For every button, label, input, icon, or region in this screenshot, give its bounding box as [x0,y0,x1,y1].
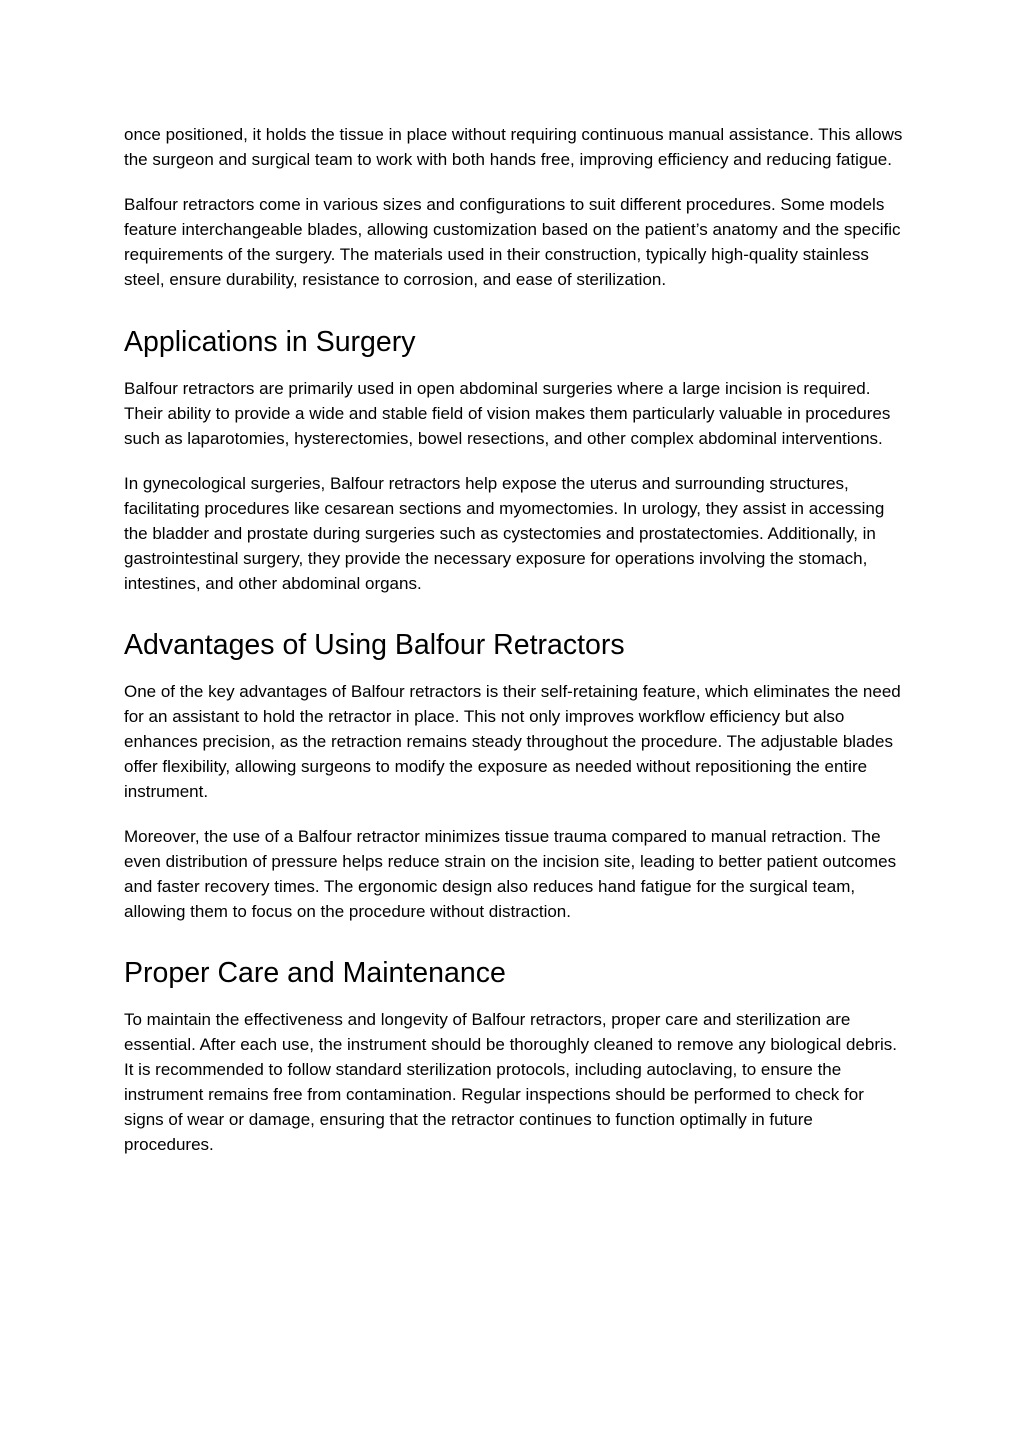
document-page [124,122,904,1157]
advantages-paragraph-1: One of the key advantages of Balfour retractors is their self-retaining feature, which eliminates the need for an assistant to hold the retractor in place. This not only improves workflow efficiency but also enhances precision, as the retraction remains steady throughout the procedure. The adjustable blades offer flexibility, allowing surgeons to modify the exposure as needed without repositioning the entire instrument. [124,682,901,801]
section-heading-applications: Applications in Surgery [124,326,416,358]
intro-paragraph-1: once positioned, it holds the tissue in place without requiring continuous manual assistance. This allows the surgeon and surgical team to work with both hands free, improving efficiency and reducing fatigue. [124,125,903,169]
applications-paragraph-2: In gynecological surgeries, Balfour retractors help expose the uterus and surrounding structures, facilitating procedures like cesarean sections and myomectomies. In urology, they assist in accessing the bladder and prostate during surgeries such as cystectomies and prostatectomies. Additionally, in gastrointestinal surgery, they provide the necessary exposure for operations involving the stomach, intestines, and other abdominal organs. [124,474,885,593]
care-paragraph-1: To maintain the effectiveness and longevity of Balfour retractors, proper care and sterilization are essential. After each use, the instrument should be thoroughly cleaned to remove any biological debris. It is recommended to follow standard sterilization protocols, including autoclaving, to ensure the instrument remains free from contamination. Regular inspections should be performed to check for signs of wear or damage, ensuring that the retractor continues to function optimally in future procedures. [124,1010,898,1154]
section-heading-care: Proper Care and Maintenance [124,957,506,989]
intro-paragraph-2: Balfour retractors come in various sizes and configurations to suit different procedures. Some models feature interchangeable blades, allowing customization based on the patient’s anatomy and the specific requirements of the surgery. The materials used in their construction, typically high-quality stainless steel, ensure durability, resistance to corrosion, and ease of sterilization. [124,195,901,289]
applications-paragraph-1: Balfour retractors are primarily used in open abdominal surgeries where a large incision is required. Their ability to provide a wide and stable field of vision makes them particularly valuable in procedures such as laparotomies, hysterectomies, bowel resections, and other complex abdominal interventions. [124,379,891,448]
advantages-paragraph-2: Moreover, the use of a Balfour retractor minimizes tissue trauma compared to manual retraction. The even distribution of pressure helps reduce strain on the incision site, leading to better patient outcomes and faster recovery times. The ergonomic design also reduces hand fatigue for the surgical team, allowing them to focus on the procedure without distraction. [124,827,897,921]
section-heading-advantages: Advantages of Using Balfour Retractors [124,629,625,661]
